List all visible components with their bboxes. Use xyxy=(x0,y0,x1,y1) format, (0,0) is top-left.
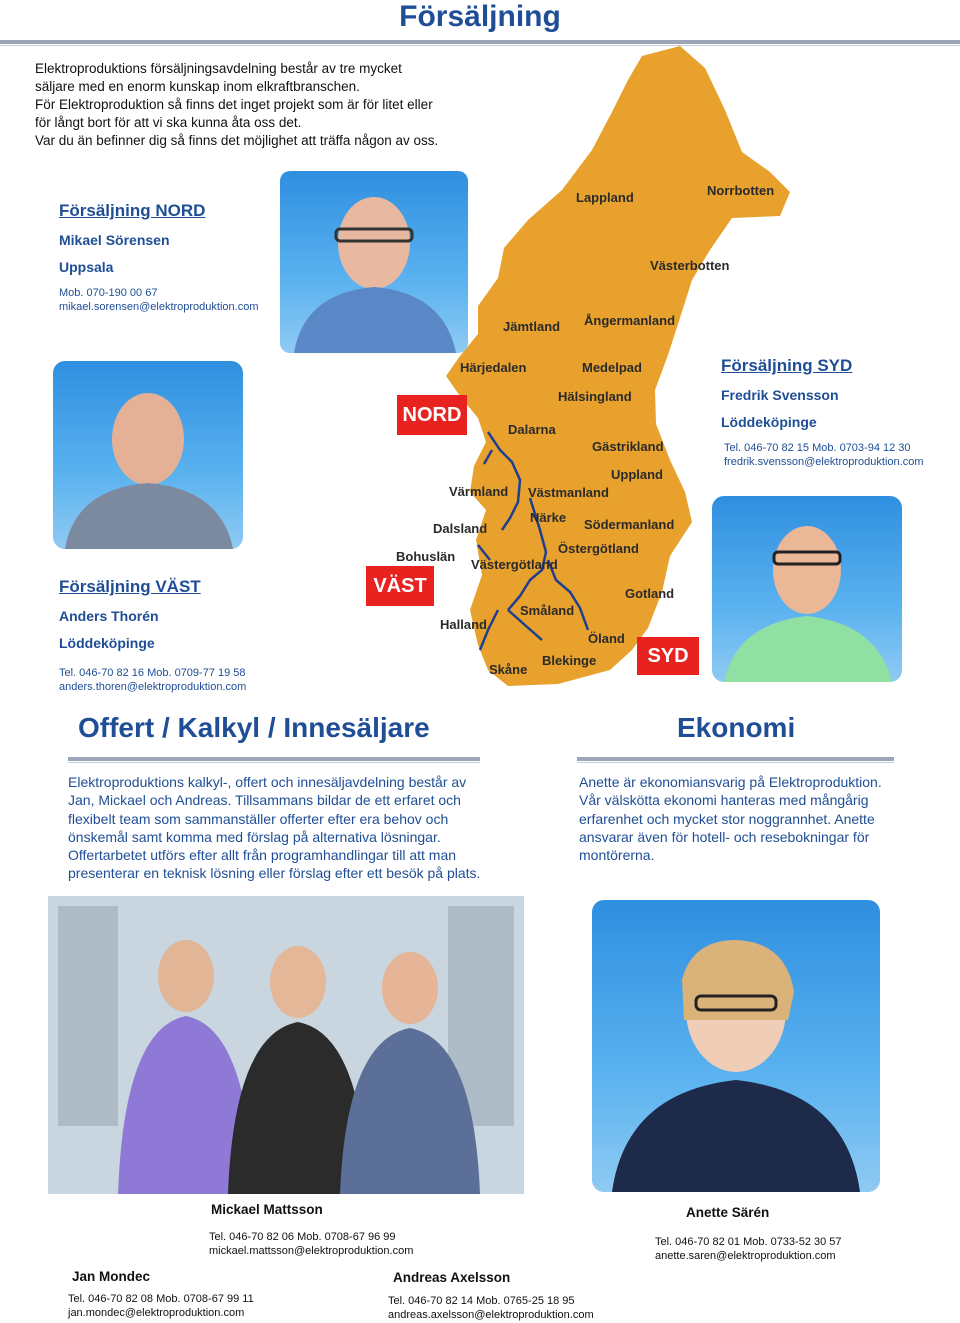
staff-name: Andreas Axelsson xyxy=(393,1270,511,1285)
ekonomi-text-line: Anette är ekonomiansvarig på Elektroproduktion. xyxy=(579,774,882,790)
map-province-label: Hälsingland xyxy=(558,389,632,404)
person-name: Fredrik Svensson xyxy=(721,387,839,403)
intro-line: Var du än befinner dig så finns det möjlighet att träffa någon av oss. xyxy=(35,133,439,148)
photo-offert-team xyxy=(48,896,524,1194)
ekonomi-text-line: montörerna. xyxy=(579,847,655,864)
region-tag-nord: NORD xyxy=(397,395,467,435)
map-province-label: Dalarna xyxy=(508,422,556,437)
photo-anette-saren xyxy=(592,900,880,1192)
photo-anders-thoren xyxy=(53,361,243,549)
map-province-label: Värmland xyxy=(449,484,509,499)
region-title-syd: Försäljning SYD xyxy=(721,356,853,375)
map-province-label: Jämtland xyxy=(503,319,561,334)
map-province-label: Gästrikland xyxy=(592,439,664,454)
map-province-label: Öland xyxy=(588,631,625,646)
map-province-label: Västergötland xyxy=(471,557,558,572)
person-silhouette-icon xyxy=(53,361,243,549)
staff-contact xyxy=(68,1292,254,1320)
intro-line: för långt bort för att vi ska kunna åta oss det. xyxy=(35,115,302,130)
map-province-label: Östergötland xyxy=(558,541,639,556)
ekonomi-text-line: Vår välskötta ekonomi hanteras med mångårig xyxy=(579,792,869,809)
staff-contact xyxy=(388,1294,594,1322)
region-title-vast: Försäljning VÄST xyxy=(59,577,201,596)
staff-phone: Tel. 046-70 82 06 Mob. 0708-67 96 99 xyxy=(209,1231,396,1243)
map-province-label: Skåne xyxy=(489,662,528,677)
page-title: Försäljning xyxy=(399,0,561,33)
ekonomi-rule-thin xyxy=(577,762,894,763)
map-province-label: Norrbotten xyxy=(707,183,775,198)
offert-rule-thin xyxy=(68,762,480,763)
person-email[interactable]: anders.thoren@elektroproduktion.com xyxy=(59,681,247,693)
map-province-label: Gotland xyxy=(625,586,675,601)
offert-text-line: Elektroproduktions kalkyl-, offert och innesäljavdelning består av xyxy=(68,774,467,790)
map-province-label: Västmanland xyxy=(528,485,609,500)
team-silhouette-icon xyxy=(48,896,524,1194)
staff-email[interactable]: anette.saren@elektroproduktion.com xyxy=(655,1250,836,1262)
ekonomi-text-line: ansvarar även för hotell- och resebokningar för xyxy=(579,828,870,845)
staff-name: Anette Särén xyxy=(686,1205,770,1220)
staff-phone: Tel. 046-70 82 14 Mob. 0765-25 18 95 xyxy=(388,1295,575,1307)
intro-text xyxy=(35,60,439,150)
person-contact xyxy=(59,286,258,314)
staff-contact xyxy=(209,1230,413,1258)
offert-text-line: Offertarbetet utförs efter allt från programhandlingar till att man xyxy=(68,847,457,864)
staff-email[interactable]: andreas.axelsson@elektroproduktion.com xyxy=(388,1309,594,1321)
intro-line: säljare med en enorm kunskap inom elkraftbranschen. xyxy=(35,79,360,94)
person-phone: Mob. 070-190 00 67 xyxy=(59,287,158,299)
map-province-label: Lappland xyxy=(576,190,634,205)
offert-heading: Offert / Kalkyl / Innesäljare xyxy=(78,712,430,743)
intro-line: För Elektroproduktion så finns det inget projekt som är för litet eller xyxy=(35,97,433,112)
person-silhouette-icon xyxy=(280,171,468,353)
staff-phone: Tel. 046-70 82 01 Mob. 0733-52 30 57 xyxy=(655,1236,842,1248)
map-province-label: Södermanland xyxy=(584,517,675,532)
person-phone: Tel. 046-70 82 15 Mob. 0703-94 12 30 xyxy=(724,442,911,454)
person-city: Löddeköpinge xyxy=(59,635,155,651)
person-city: Löddeköpinge xyxy=(721,414,817,430)
ekonomi-rule xyxy=(577,757,894,761)
region-title-nord: Försäljning NORD xyxy=(59,201,206,220)
person-silhouette-icon xyxy=(712,496,902,682)
person-contact xyxy=(59,666,246,694)
staff-email[interactable]: jan.mondec@elektroproduktion.com xyxy=(68,1307,245,1319)
photo-mikael-sorensen xyxy=(280,171,468,353)
map-province-label: Blekinge xyxy=(542,653,597,668)
photo-fredrik-svensson xyxy=(712,496,902,682)
ekonomi-text-line: erfarenhet och mycket stor noggrannhet. Anette xyxy=(579,810,875,827)
map-province-label: Medelpad xyxy=(582,360,642,375)
region-tag-syd: SYD xyxy=(637,637,699,675)
person-contact xyxy=(724,441,923,469)
person-silhouette-icon xyxy=(592,900,880,1192)
offert-text-line: presenterar en teknisk lösning eller förslag efter ett besök på plats. xyxy=(68,865,481,882)
person-name: Anders Thorén xyxy=(59,608,159,624)
offert-text-line: Jan, Mickael och Andreas. Tillsammans bildar de ett erfaret och xyxy=(68,792,461,809)
map-province-label: Ångermanland xyxy=(584,313,676,328)
person-name: Mikael Sörensen xyxy=(59,232,170,248)
person-phone: Tel. 046-70 82 16 Mob. 0709-77 19 58 xyxy=(59,667,246,679)
offert-rule xyxy=(68,757,480,761)
offert-text xyxy=(68,773,480,883)
map-province-label: Närke xyxy=(530,510,567,525)
map-province-label: Härjedalen xyxy=(460,360,527,375)
map-province-label: Uppland xyxy=(611,467,663,482)
ekonomi-heading: Ekonomi xyxy=(677,712,796,743)
map-province-label: Bohuslän xyxy=(396,549,456,564)
staff-name: Mickael Mattsson xyxy=(211,1202,323,1217)
map-province-label: Halland xyxy=(440,617,487,632)
offert-text-line: flexibelt team som sammanställer offerter efter era behov och xyxy=(68,810,449,827)
person-email[interactable]: mikael.sorensen@elektroproduktion.com xyxy=(59,301,259,313)
offert-text-line: önskemål samt komma med förslag på alternativa lösningar. xyxy=(68,828,441,845)
region-tag-vast: VÄST xyxy=(366,566,434,606)
map-province-label: Småland xyxy=(520,603,575,618)
person-city: Uppsala xyxy=(59,259,114,275)
map-province-label: Västerbotten xyxy=(650,258,730,273)
staff-name: Jan Mondec xyxy=(72,1269,151,1284)
map-province-label: Dalsland xyxy=(433,521,488,536)
staff-contact xyxy=(655,1235,842,1263)
staff-phone: Tel. 046-70 82 08 Mob. 0708-67 99 11 xyxy=(68,1293,254,1305)
ekonomi-text xyxy=(579,773,882,864)
intro-line: Elektroproduktions försäljningsavdelning består av tre mycket xyxy=(35,61,402,76)
staff-email[interactable]: mickael.mattsson@elektroproduktion.com xyxy=(209,1245,414,1257)
person-email[interactable]: fredrik.svensson@elektroproduktion.com xyxy=(724,456,924,468)
